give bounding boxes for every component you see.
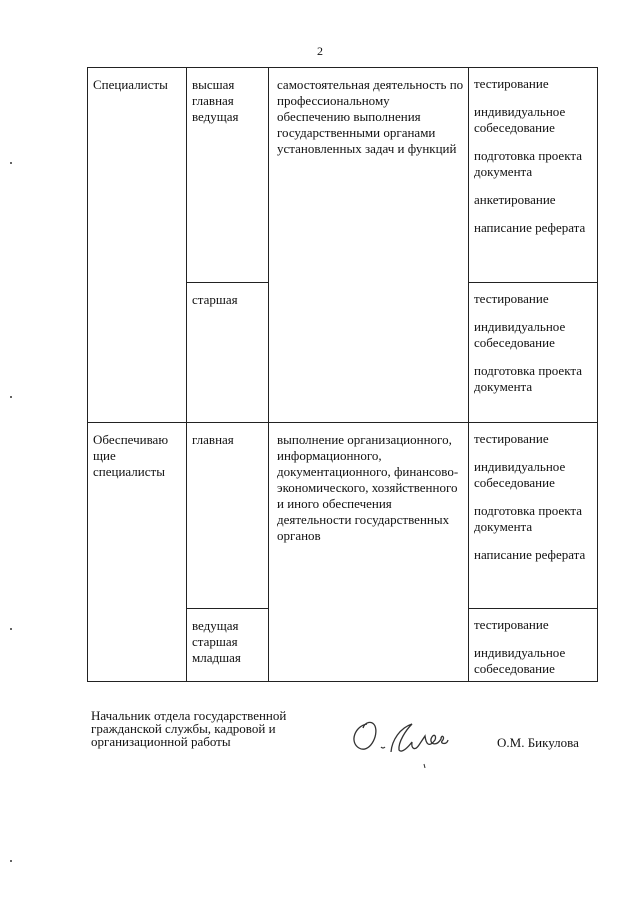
levels-cell: высшая главная ведущая [187,68,269,283]
method-item: тестирование [474,617,549,632]
table-row [88,423,598,609]
method-item: анкетирование [474,192,556,207]
levels-cell: старшая [187,283,269,423]
scan-speck [10,396,12,398]
method-item: индивидуальное собеседование [474,104,566,135]
handwritten-signature [345,708,460,768]
method-item: написание реферата [474,547,586,562]
levels-cell: главная [187,423,269,609]
category-cell: Обеспечиваю щие специалисты [88,423,187,682]
method-item: написание реферата [474,220,586,235]
methods-cell [469,283,598,423]
tasks-cell: самостоятельная деятельность по профессиональному обеспечению выполнения государственными органами установленных задач и функций [269,68,469,423]
scan-speck [10,162,12,164]
method-item: тестирование [474,431,549,446]
scan-speck [10,628,12,630]
method-item: индивидуальное собеседование [474,459,566,490]
method-item: тестирование [474,76,549,91]
methods-cell [469,68,598,283]
method-item: подготовка проекта документа [474,503,582,534]
position-title: Начальник отдела государственной гражданской службы, кадровой и организационной работы [91,708,287,749]
methods-cell [469,609,598,682]
levels-cell: ведущая старшая младшая [187,609,269,682]
signer-name: О.М. Бикулова [497,735,579,750]
method-item: подготовка проекта документа [474,148,582,179]
method-item: подготовка проекта документа [474,363,582,394]
tasks-cell: выполнение организационного, информационного, документационного, финансово-экономического, хозяйственного и иного обеспечения деятельности государственных органов [269,423,469,682]
table-row [88,68,598,283]
method-item: индивидуальное собеседование [474,645,566,676]
method-item: тестирование [474,291,549,306]
methods-cell [469,423,598,609]
method-item: индивидуальное собеседование [474,319,566,350]
page-number: 2 [317,44,323,58]
category-cell: Специалисты [88,68,187,423]
qualification-table [87,67,598,682]
scan-speck [10,860,12,862]
